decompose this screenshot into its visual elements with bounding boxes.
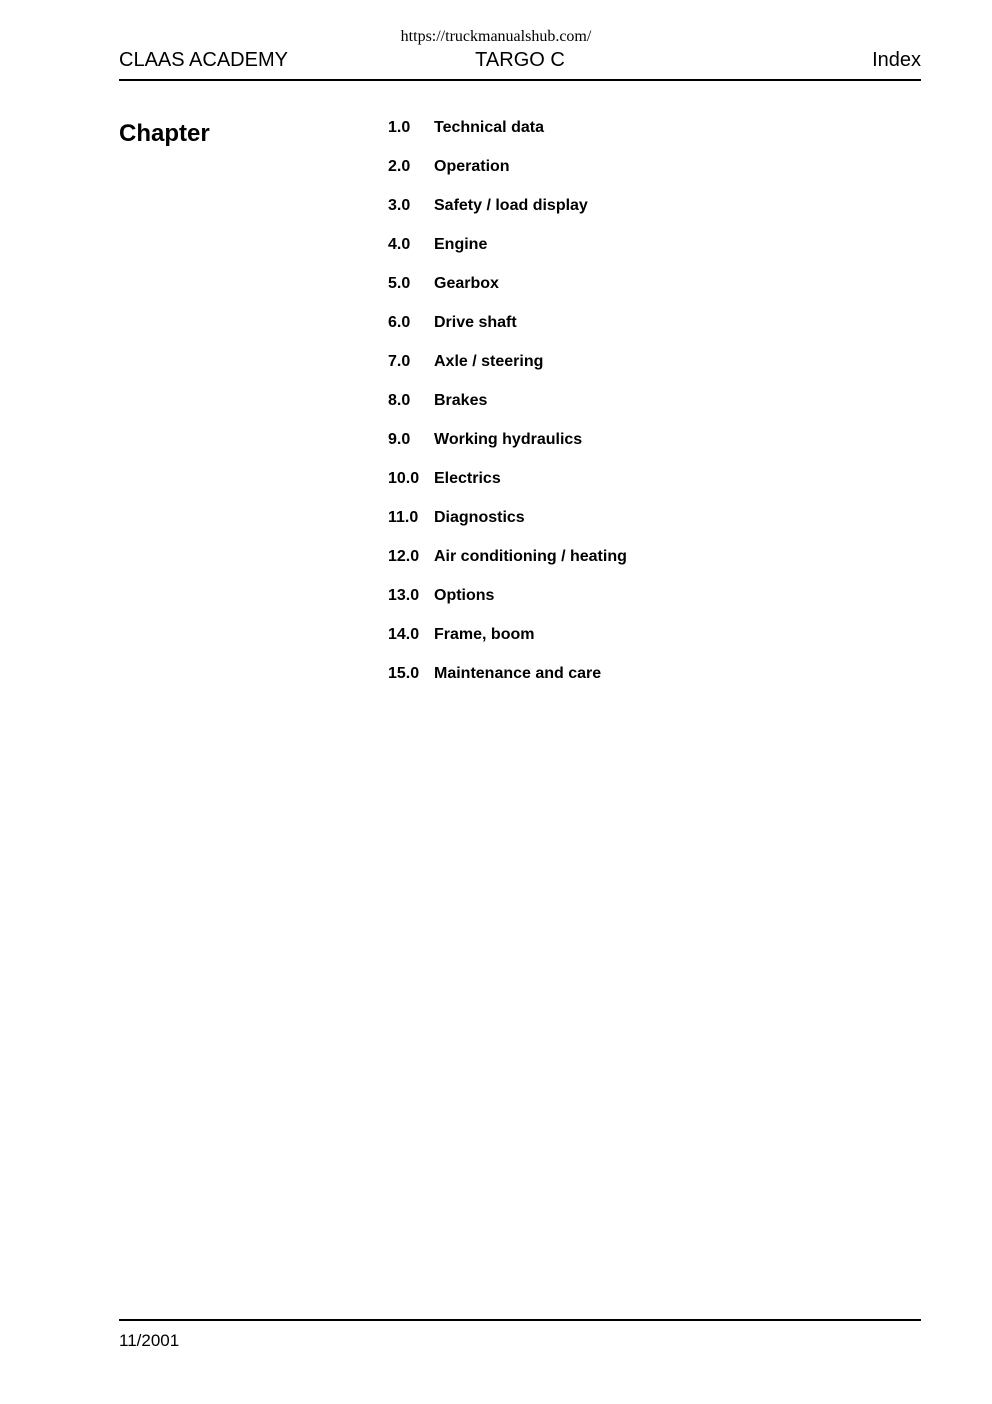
toc-item-number: 1.0 <box>388 119 411 136</box>
toc-item-title: Safety / load display <box>434 197 588 214</box>
toc-item-title: Operation <box>434 158 510 175</box>
toc-item[interactable] <box>388 195 627 234</box>
toc-item-number: 8.0 <box>388 392 411 409</box>
header-brand: CLAAS ACADEMY <box>119 49 288 71</box>
toc-item-title: Maintenance and care <box>434 665 602 682</box>
toc-item-title: Frame, boom <box>434 626 535 643</box>
toc-item-number: 13.0 <box>388 587 420 604</box>
chapter-heading: Chapter <box>119 120 210 147</box>
toc-item[interactable] <box>388 390 627 429</box>
toc-item-title: Electrics <box>434 470 501 487</box>
toc-item-number: 6.0 <box>388 314 411 331</box>
toc-item[interactable] <box>388 117 627 156</box>
toc-item[interactable] <box>388 156 627 195</box>
toc-item-number: 15.0 <box>388 665 420 682</box>
toc-item[interactable] <box>388 585 627 624</box>
toc-item[interactable] <box>388 507 627 546</box>
watermark-url: https://truckmanualshub.com/ <box>400 28 592 45</box>
toc-item-number: 4.0 <box>388 236 411 253</box>
header-model: TARGO C <box>475 49 565 71</box>
toc-item-number: 12.0 <box>388 548 420 565</box>
toc-item-title: Diagnostics <box>434 509 525 526</box>
toc-item-title: Technical data <box>434 119 544 136</box>
toc-item-title: Options <box>434 587 495 604</box>
toc-item-title: Brakes <box>434 392 488 409</box>
toc-item-title: Axle / steering <box>434 353 544 370</box>
toc-item[interactable] <box>388 624 627 663</box>
toc-item[interactable] <box>388 234 627 273</box>
footer-divider <box>119 1319 921 1321</box>
page-header <box>119 47 921 73</box>
toc-item[interactable] <box>388 429 627 468</box>
toc-item-title: Gearbox <box>434 275 499 292</box>
footer-date: 11/2001 <box>119 1331 180 1350</box>
toc-item-number: 2.0 <box>388 158 411 175</box>
toc-item[interactable] <box>388 663 627 702</box>
toc-item-title: Working hydraulics <box>434 431 583 448</box>
toc-item-number: 5.0 <box>388 275 411 292</box>
toc-item-number: 3.0 <box>388 197 411 214</box>
toc-item[interactable] <box>388 312 627 351</box>
toc-item-title: Air conditioning / heating <box>434 548 627 565</box>
toc-item-title: Drive shaft <box>434 314 517 331</box>
toc-item-title: Engine <box>434 236 488 253</box>
toc-item[interactable] <box>388 468 627 507</box>
toc-item[interactable] <box>388 351 627 390</box>
toc-item-number: 7.0 <box>388 353 411 370</box>
toc-item[interactable] <box>388 273 627 312</box>
toc-item-number: 14.0 <box>388 626 420 643</box>
toc-item-number: 10.0 <box>388 470 420 487</box>
toc-item-number: 9.0 <box>388 431 411 448</box>
header-divider <box>119 79 921 81</box>
header-section: Index <box>872 49 921 71</box>
toc-item[interactable] <box>388 546 627 585</box>
table-of-contents <box>388 117 627 702</box>
toc-item-number: 11.0 <box>388 509 419 526</box>
